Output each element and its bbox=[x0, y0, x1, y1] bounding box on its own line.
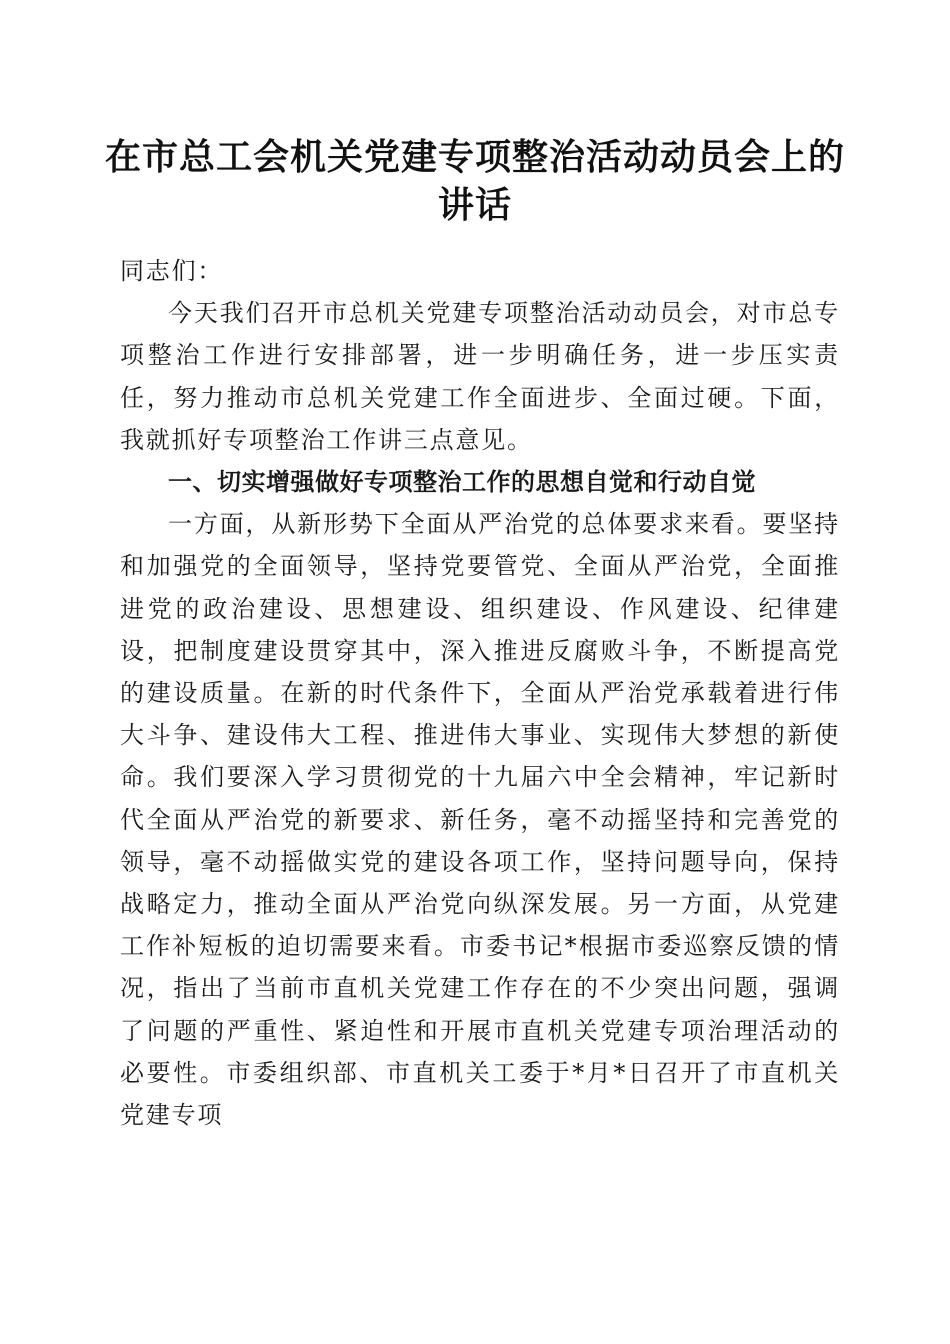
document-title: 在市总工会机关党建专项整治活动动员会上的讲话 bbox=[104, 136, 845, 226]
intro-paragraph: 今天我们召开市总机关党建专项整治活动动员会，对市总专项整治工作进行安排部署，进一步明确任务，进一步压实责任，努力推动市总机关党建工作全面进步、全面过硬。下面，我就抓好专项整治工作讲三点意见。 bbox=[120, 299, 840, 454]
salutation: 同志们： bbox=[120, 257, 224, 285]
section-1-paragraph: 一方面，从新形势下全面从严治党的总体要求来看。要坚持和加强党的全面领导，坚持党要管党、全面从严治党，全面推进党的政治建设、思想建设、组织建设、作风建设、纪律建设，把制度建设贯穿其中，深入推进反腐败斗争，不断提高党的建设质量。在新的时代条件下，全面从严治党承载着进行伟大斗争、建设伟大工程、推进伟大事业、实现伟大梦想的新使命。我们要深入学习贯彻党的十九届六中全会精神，牢记新时代全面从严治党的新要求、新任务，毫不动摇坚持和完善党的领导，毫不动摇做实党的建设各项工作，坚持问题导向，保持战略定力，推动全面从严治党向纵深发展。另一方面，从党建工作补短板的迫切需要来看。市委书记*根据市委巡察反馈的情况，指出了当前市直机关党建工作存在的不少突出问题，强调了问题的严重性、紧迫性和开展市直机关党建专项治理活动的必要性。市委组织部、市直机关工委于*月*日召开了市直机关党建专项 bbox=[120, 510, 840, 1130]
document-body bbox=[120, 250, 840, 1136]
section-1-heading: 一、切实增强做好专项整治工作的思想自觉和行动自觉 bbox=[168, 468, 756, 497]
